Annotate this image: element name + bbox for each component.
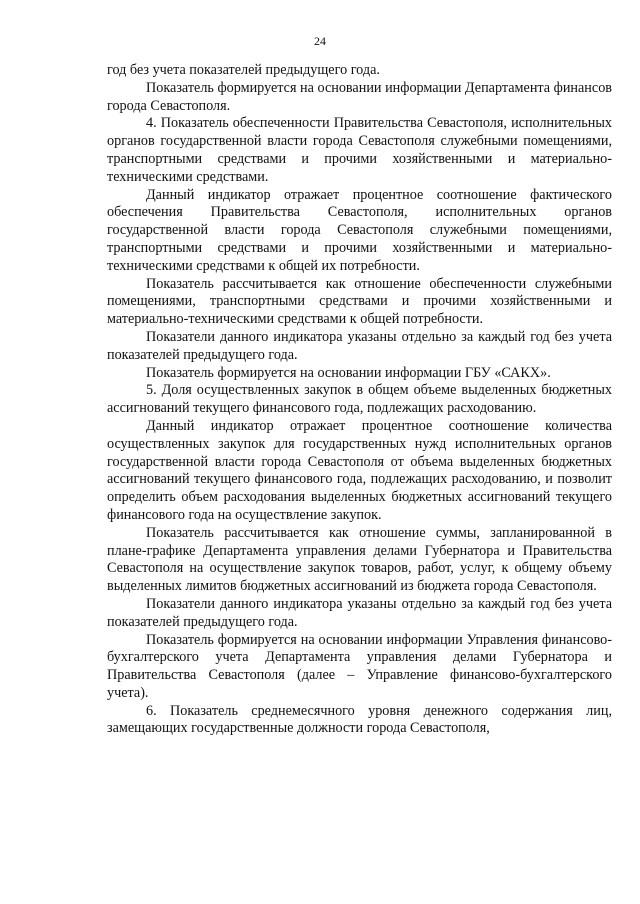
paragraph: Показатель формируется на основании информации Департамента финансов города Севастополя. bbox=[107, 79, 612, 114]
indicator-5-heading: 5. Доля осуществленных закупок в общем объеме выделенных бюджетных ассигнований текущего финансового года, подлежащих расходованию. bbox=[107, 382, 612, 417]
indicator-4-heading: 4. Показатель обеспеченности Правительства Севастополя, исполнительных органов государственной власти города Севастополя служебными помещениями, транспортными средствами и прочими хозяйственными и материально-техническими средствами. bbox=[107, 115, 612, 185]
indicator-6-heading: 6. Показатель среднемесячного уровня денежного содержания лиц, замещающих государственные должности города Севастополя, bbox=[107, 702, 612, 737]
paragraph-continuation: год без учета показателей предыдущего года. bbox=[107, 62, 380, 78]
paragraph: Показатель формируется на основании информации ГБУ «САКХ». bbox=[146, 364, 551, 381]
page-number: 24 bbox=[314, 34, 326, 48]
paragraph: Показатели данного индикатора указаны отдельно за каждый год без учета показателей предыдущего года. bbox=[107, 328, 612, 363]
paragraph: Показатель рассчитывается как отношение суммы, запланированной в плане-графике Департамента управления делами Губернатора и Правительства Севастополя на осуществление закупок товаров, работ, услуг, к общему объему выделенных лимитов бюджетных ассигнований из бюджета города Севастополя. bbox=[107, 524, 612, 595]
paragraph: Показатели данного индикатора указаны отдельно за каждый год без учета показателей предыдущего года. bbox=[107, 595, 612, 630]
document-body bbox=[107, 62, 612, 738]
paragraph: Данный индикатор отражает процентное соотношение фактического обеспечения Правительства Севастополя, исполнительных органов государственной власти города Севастополя служебными помещениями, транспортными средствами и прочими хозяйственными и материально-техническими средствами к общей их потребности. bbox=[107, 186, 612, 274]
paragraph: Показатель рассчитывается как отношение обеспеченности служебными помещениями, транспортными средствами и прочими хозяйственными и материально-техническими средствами к общей потребности. bbox=[107, 275, 612, 328]
paragraph: Данный индикатор отражает процентное соотношение количества осуществленных закупок для государственных нужд исполнительных органов государственной власти города Севастополя от объема выделенных бюджетных ассигнований текущего финансового года, подлежащих расходованию, и позволит определить объем расходования выделенных бюджетных ассигнований текущего финансового года на осуществление закупок. bbox=[107, 417, 612, 523]
paragraph: Показатель формируется на основании информации Управления финансово-бухгалтерского учета Департамента управления делами Губернатора и Правительства Севастополя (далее – Управление финансово-бухгалтерского учета). bbox=[107, 631, 612, 701]
